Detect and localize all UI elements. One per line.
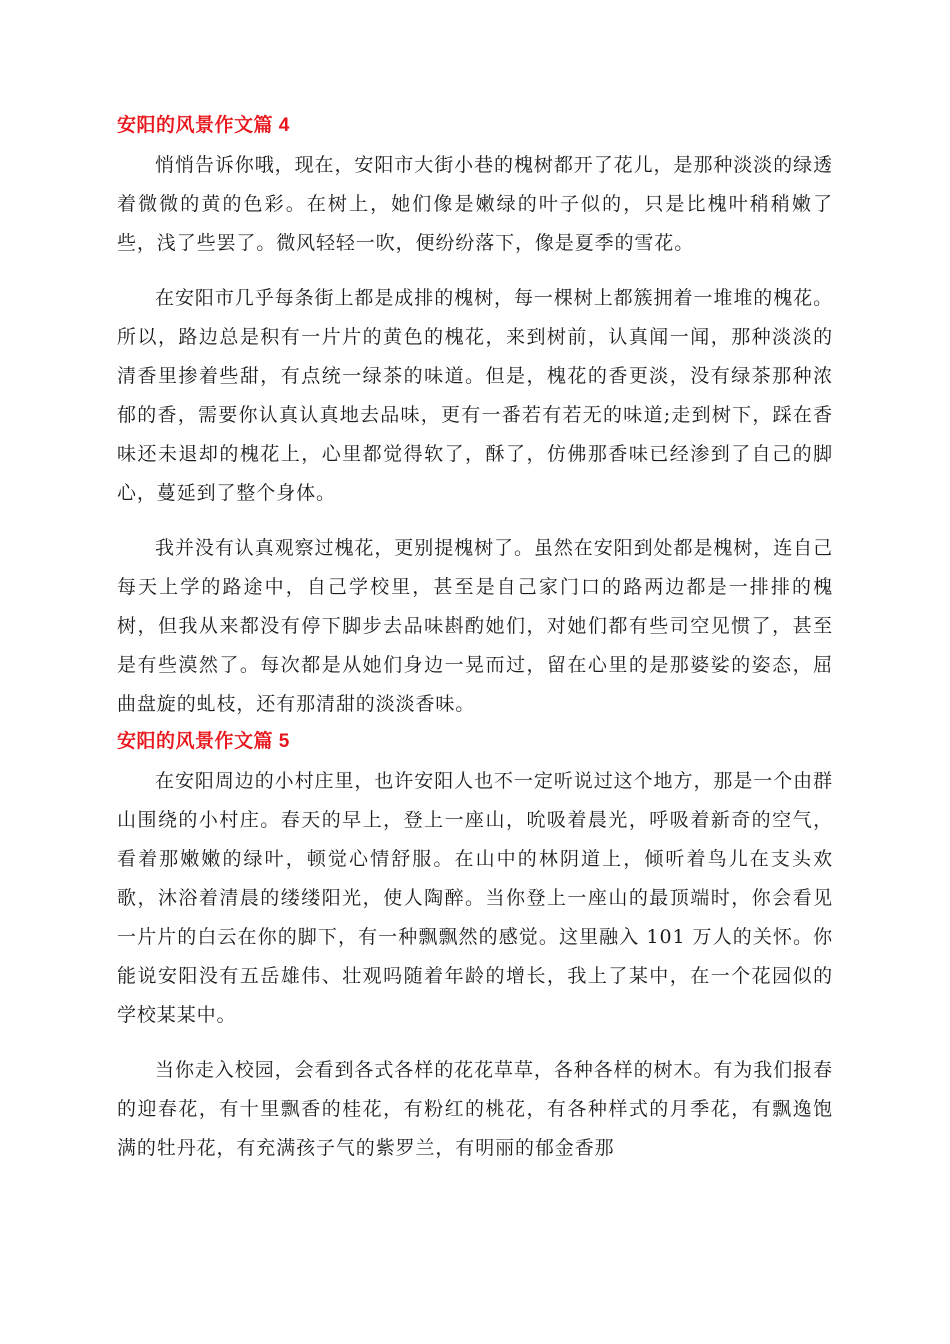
- paragraph: 当你走入校园，会看到各式各样的花花草草，各种各样的树木。有为我们报春的迎春花，有十里飘香的桂花，有粉红的桃花，有各种样式的月季花，有飘逸饱满的牡丹花，有充满孩子气的紫罗兰，有明丽的郁金香那: [117, 1059, 833, 1159]
- section-title: 安阳的风景作文篇 4: [117, 115, 290, 136]
- paragraph: 在安阳周边的小村庄里，也许安阳人也不一定听说过这个地方，那是一个由群山围绕的小村庄。春天的早上，登上一座山，吮吸着晨光，呼吸着新奇的空气，看着那嫩嫩的绿叶，顿觉心情舒服。在山中的林阴道上，倾听着鸟儿在支头欢歌，沐浴着清晨的缕缕阳光，使人陶醉。当你登上一座山的最顶端时，你会看见一片片的白云在你的脚下，有一种飘飘然的感觉。这里融入 101 万人的关怀。你能说安阳没有五岳雄伟、壮观吗随着年龄的增长，我上了某中，在一个花园似的学校某某中。: [117, 770, 833, 1026]
- paragraph: 在安阳市几乎每条街上都是成排的槐树，每一棵树上都簇拥着一堆堆的槐花。所以，路边总是积有一片片的黄色的槐花，来到树前，认真闻一闻，那种淡淡的清香里掺着些甜，有点统一绿茶的味道。但是，槐花的香更淡，没有绿茶那种浓郁的香，需要你认真认真地去品味，更有一番若有若无的味道;走到树下，踩在香味还未退却的槐花上，心里都觉得软了，酥了，仿佛那香味已经渗到了自己的脚心，蔓延到了整个身体。: [117, 287, 833, 504]
- essay-section-4: [117, 112, 833, 724]
- document-page: [117, 112, 833, 1168]
- essay-section-5: [117, 728, 833, 1168]
- paragraph: 我并没有认真观察过槐花，更别提槐树了。虽然在安阳到处都是槐树，连自己每天上学的路途中，自己学校里，甚至是自己家门口的路两边都是一排排的槐树，但我从来都没有停下脚步去品味斟酌她们，对她们都有些司空见惯了，甚至是有些漠然了。每次都是从她们身边一晃而过，留在心里的是那婆娑的姿态，屈曲盘旋的虬枝，还有那清甜的淡淡香味。: [117, 537, 833, 715]
- section-title: 安阳的风景作文篇 5: [117, 731, 290, 752]
- paragraph: 悄悄告诉你哦，现在，安阳市大街小巷的槐树都开了花儿，是那种淡淡的绿透着微微的黄的色彩。在树上，她们像是嫩绿的叶子似的，只是比槐叶稍稍嫩了些，浅了些罢了。微风轻轻一吹，便纷纷落下，像是夏季的雪花。: [117, 154, 833, 254]
